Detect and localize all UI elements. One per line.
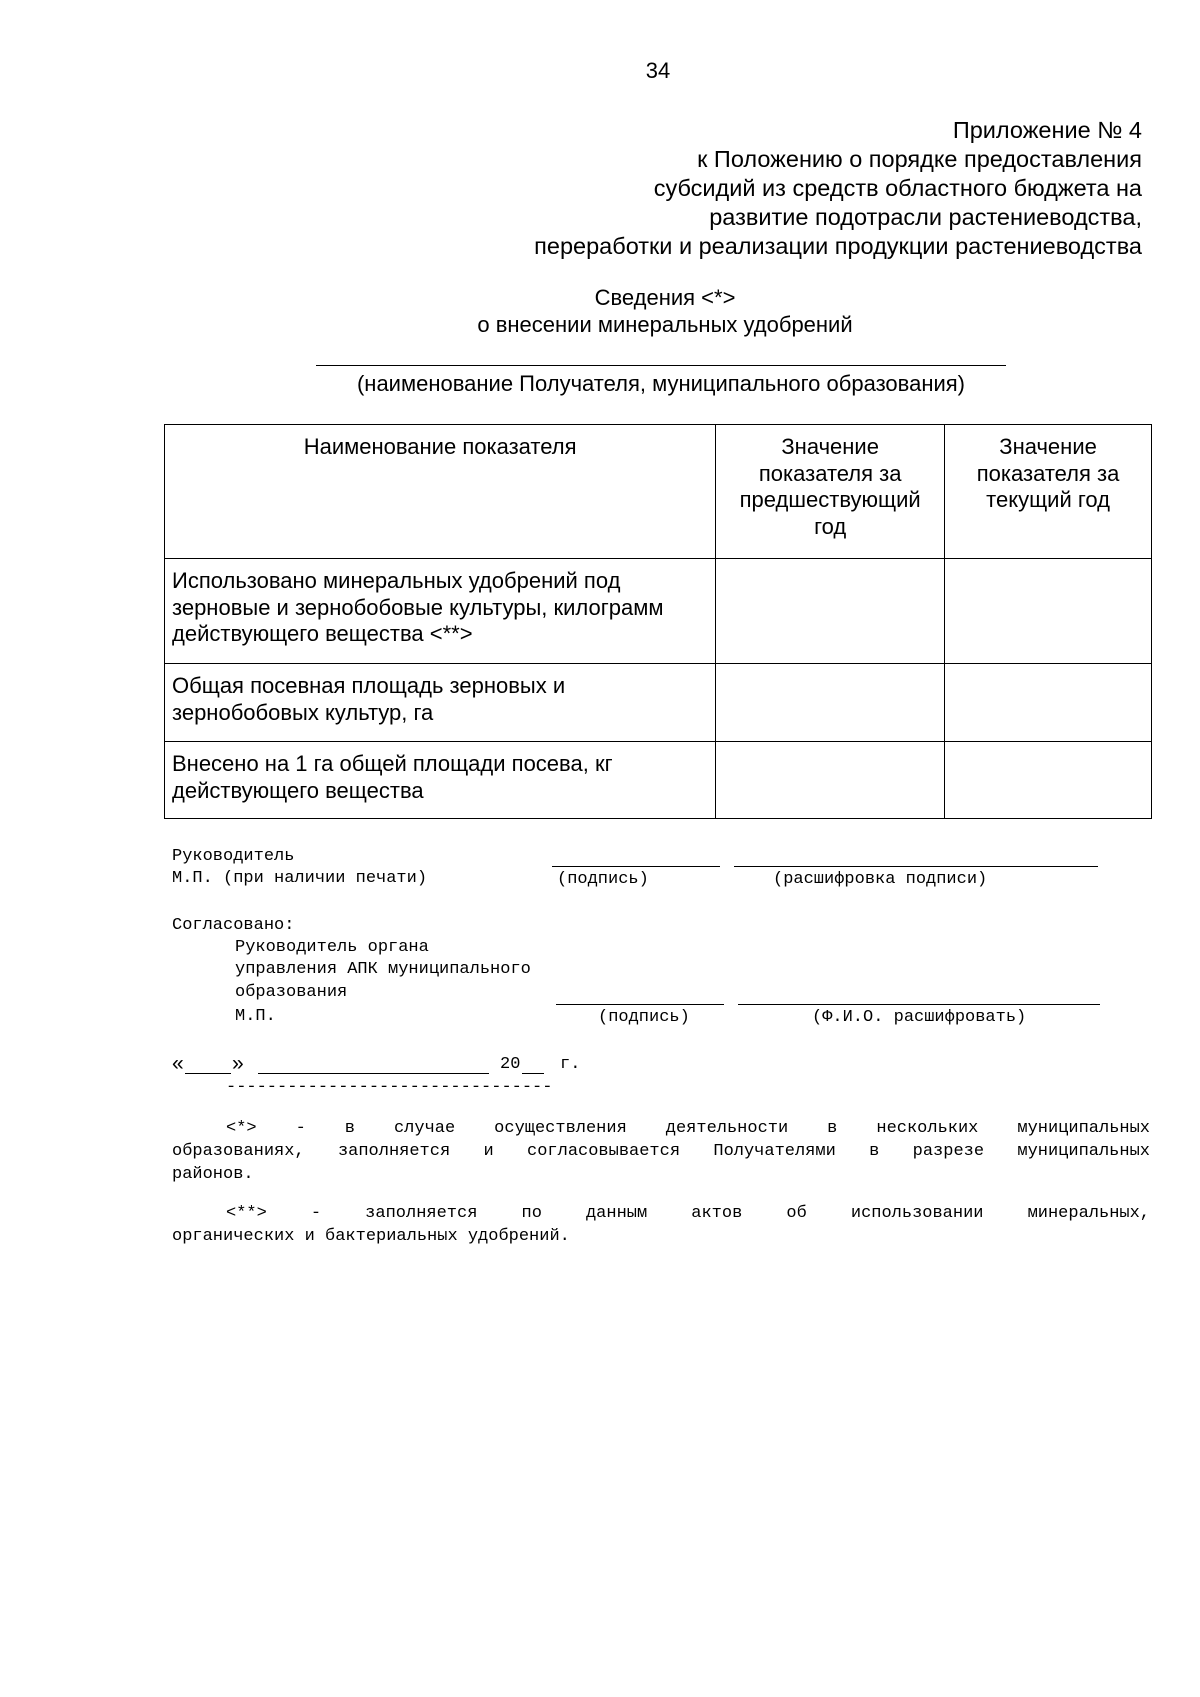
agreed-label: Согласовано: bbox=[172, 916, 295, 935]
agreed-role-line: управления АПК муниципального bbox=[235, 960, 531, 979]
date-year-suffix: г. bbox=[560, 1055, 581, 1074]
agreed-stamp-label: М.П. bbox=[235, 1007, 276, 1026]
date-open-quote: « bbox=[172, 1052, 184, 1075]
previous-year-value bbox=[716, 559, 945, 664]
previous-year-value bbox=[716, 664, 945, 742]
date-year-prefix: 20 bbox=[500, 1055, 521, 1074]
annex-header bbox=[534, 116, 1142, 261]
header-previous-year: Значение показателя за предшествующий год bbox=[716, 425, 945, 559]
indicator-name: Общая посевная площадь зерновых и зернобобовых культур, га bbox=[165, 664, 716, 742]
title-line-2: о внесении минеральных удобрений bbox=[477, 312, 853, 337]
table-row bbox=[165, 559, 1152, 664]
annex-line: развитие подотрасли растениеводства, bbox=[709, 204, 1142, 230]
recipient-name-caption: (наименование Получателя, муниципального образования) bbox=[356, 371, 966, 396]
header-indicator-name: Наименование показателя bbox=[165, 425, 716, 559]
page-number: 34 bbox=[645, 58, 671, 83]
date-year-line bbox=[522, 1073, 544, 1074]
annex-line: субсидий из средств областного бюджета на bbox=[653, 175, 1142, 201]
indicator-name: Внесено на 1 га общей площади посева, кг действующего вещества bbox=[165, 742, 716, 819]
footnote-2-line: <**> - заполняется по данным актов об использовании минеральных, bbox=[226, 1204, 1150, 1223]
current-year-value bbox=[945, 559, 1152, 664]
head-decode-caption: (расшифровка подписи) bbox=[773, 870, 988, 889]
agreed-signature-line bbox=[556, 1004, 724, 1005]
current-year-value bbox=[945, 742, 1152, 819]
previous-year-value bbox=[716, 742, 945, 819]
table-row bbox=[165, 742, 1152, 819]
annex-line: к Положению о порядке предоставления bbox=[697, 146, 1142, 172]
footnote-2-line: органических и бактериальных удобрений. bbox=[172, 1227, 570, 1246]
date-close-quote: » bbox=[232, 1052, 244, 1075]
current-year-value bbox=[945, 664, 1152, 742]
head-stamp-label: М.П. (при наличии печати) bbox=[172, 869, 428, 888]
footnote-1-line: районов. bbox=[172, 1165, 254, 1184]
footnote-1-line: <*> - в случае осуществления деятельности в нескольких муниципальных bbox=[226, 1119, 1150, 1138]
agreed-name-line bbox=[738, 1004, 1100, 1005]
agreed-signature-caption: (подпись) bbox=[598, 1008, 690, 1027]
annex-line: переработки и реализации продукции растениеводства bbox=[534, 233, 1142, 259]
head-signature-caption: (подпись) bbox=[557, 870, 649, 889]
table-header-row bbox=[165, 425, 1152, 559]
document-title bbox=[440, 284, 890, 338]
date-day-line bbox=[185, 1073, 231, 1074]
head-signature-line bbox=[552, 866, 720, 867]
agreed-role-line: образования bbox=[235, 983, 348, 1002]
agreed-name-caption: (Ф.И.О. расшифровать) bbox=[812, 1008, 1027, 1027]
header-current-year: Значение показателя за текущий год bbox=[945, 425, 1152, 559]
title-line-1: Сведения <*> bbox=[594, 285, 736, 310]
head-decode-line bbox=[734, 866, 1098, 867]
footnote-1-line: образованиях, заполняется и согласовывается Получателями в разрезе муниципальных bbox=[172, 1142, 1150, 1161]
agreed-role-line: Руководитель органа bbox=[235, 938, 429, 957]
table-row bbox=[165, 664, 1152, 742]
recipient-name-line bbox=[316, 365, 1006, 366]
annex-title: Приложение № 4 bbox=[952, 117, 1142, 143]
footnote-separator: -------------------------------- bbox=[226, 1078, 553, 1097]
head-role-label: Руководитель bbox=[172, 847, 295, 866]
indicator-name: Использовано минеральных удобрений под зерновые и зернобобовые культуры, килограмм действующего вещества <**> bbox=[165, 559, 716, 664]
indicators-table bbox=[164, 424, 1152, 819]
date-month-line bbox=[258, 1073, 489, 1074]
